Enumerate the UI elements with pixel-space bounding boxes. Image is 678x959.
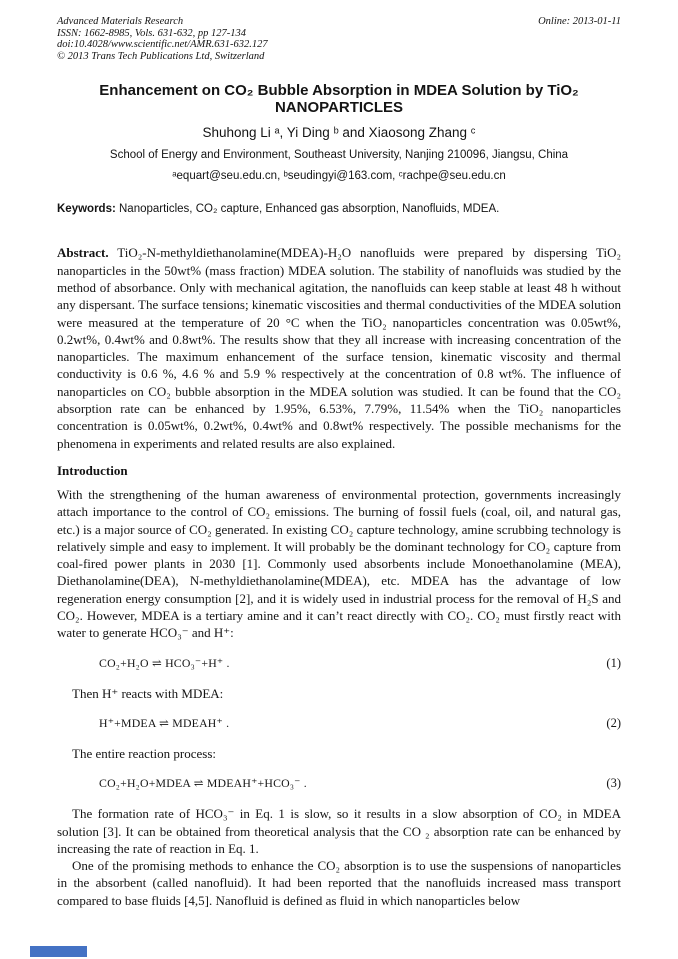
equation-2 — [57, 716, 621, 731]
abstract-label: Abstract. — [57, 245, 109, 261]
equation-3-formula: CO₂+H₂O+MDEA ⇌ MDEAH⁺+HCO₃⁻ . — [99, 776, 307, 791]
journal-header — [57, 16, 621, 62]
keywords-label: Keywords: — [57, 203, 116, 216]
journal-name: Advanced Materials Research — [57, 16, 184, 27]
intro-paragraph-4: The formation rate of HCO₃⁻ in Eq. 1 is slow, so it results in a slow absorption of CO₂ in MDEA solution [3]. It can be obtained from theoretical analysis that the CO ₂ absorption rate can be enhanced by increasing the rate of reaction in Eq. 1. — [57, 806, 621, 856]
emails-line: ᵃequart@seu.edu.cn, ᵇseudingyi@163.com, ᶜrachpe@seu.edu.cn — [172, 170, 506, 183]
footer-accent-bar — [30, 946, 87, 957]
paper-title: Enhancement on CO₂ Bubble Absorption in MDEA Solution by TiO₂ NANOPARTICLES — [99, 82, 579, 116]
copyright-line: © 2013 Trans Tech Publications Ltd, Switzerland — [57, 50, 265, 62]
equation-3 — [57, 776, 621, 791]
intro-paragraph-2: Then H⁺ reacts with MDEA: — [72, 685, 224, 701]
section-heading-introduction: Introduction — [57, 462, 128, 478]
equation-2-number: (2) — [606, 715, 621, 730]
authors-line: Shuhong Li ᵃ, Yi Ding ᵇ and Xiaosong Zhang ᶜ — [202, 125, 476, 141]
equation-1 — [57, 656, 621, 671]
equation-2-formula: H⁺+MDEA ⇌ MDEAH⁺ . — [99, 715, 230, 730]
equation-1-formula: CO₂+H₂O ⇌ HCO₃⁻+H⁺ . — [99, 655, 230, 670]
online-date: Online: 2013-01-11 — [538, 16, 621, 27]
intro-paragraph-1: With the strengthening of the human awareness of environmental protection, governments increasingly attach importance to the control of CO₂ emissions. The burning of fossil fuels (coal, oil, and natural gas, etc.) is a major source of CO₂ generated. In existing CO₂ capture technology, amine scrubbing technology is relatively simple and easy to implement. It will probably be the dominant technology for CO₂ capture from coal-fired power plants in 2030 [1]. Commonly used absorbents include Monoethanolamine (MEA), Diethanolamine(DEA), N-methyldiethanolamine(MDEA), etc. MDEA has the advantage of low regeneration energy consumption [2], and it is widely used in industrial process for the removal of H₂S and CO₂. However, MDEA is a tertiary amine and it can’t react directly with CO₂. CO₂ must firstly react with water to generate HCO₃⁻ and H⁺: — [57, 486, 621, 641]
keywords-line — [57, 203, 621, 215]
equation-1-number: (1) — [606, 655, 621, 670]
abstract-text: TiO₂-N-methyldiethanolamine(MDEA)-H₂O nanofluids were prepared by dispersing TiO₂ nanoparticles in the 50wt% (mass fraction) MDEA solution. The stability of nanofluids was studied by the method of absorbance. Only with mechanical agitation, the nanofluids can keep stable at least 48 h without any dispersant. The surface tensions; kinematic viscosities and thermal conductivities of the MDEA solution were measured at the temperature of 20 °C when the TiO₂ nanoparticles concentration was 0.05wt%, 0.2wt%, 0.4wt% and 0.8wt%. The results show that they all increase with increasing concentration of the nanoparticles. The maximum enhancement of the surface tension, kinematic viscosity and thermal conductivity is 0.6 %, 4.6 % and 5.9 % respectively at the concentration of 0.8 wt%. The influence of nanoparticles on CO₂ bubble absorption in the MDEA solution was studied. It can be found that the CO₂ absorption rate can be enhanced by 1.95%, 6.53%, 7.79%, 11.54% when the TiO₂ nanoparticles concentration is 0.05wt%, 0.2wt%, 0.4wt% and 0.8wt% respectively. The possible mechanisms for the phenomena in experiments and related results are also explained. — [57, 245, 621, 451]
equation-3-number: (3) — [606, 776, 621, 791]
doi-line: doi:10.4028/www.scientific.net/AMR.631-632.127 — [57, 39, 268, 51]
issn-line: ISSN: 1662-8985, Vols. 631-632, pp 127-134 — [57, 27, 246, 39]
intro-paragraph-5: One of the promising methods to enhance the CO₂ absorption is to use the suspensions of nanoparticles in the absorbent (called nanofluid). It had been reported that the nanofluids increased mass transport compared to base fluids [4,5]. Nanofluid is defined as fluid in which nanoparticles below — [57, 858, 621, 908]
abstract-paragraph — [57, 244, 621, 452]
intro-paragraph-3: The entire reaction process: — [72, 745, 217, 761]
affiliation-line: School of Energy and Environment, Southeast University, Nanjing 210096, Jiangsu, China — [109, 149, 569, 162]
keywords-text: Nanoparticles, CO₂ capture, Enhanced gas absorption, Nanofluids, MDEA. — [115, 203, 500, 216]
journal-header-left — [57, 16, 268, 62]
